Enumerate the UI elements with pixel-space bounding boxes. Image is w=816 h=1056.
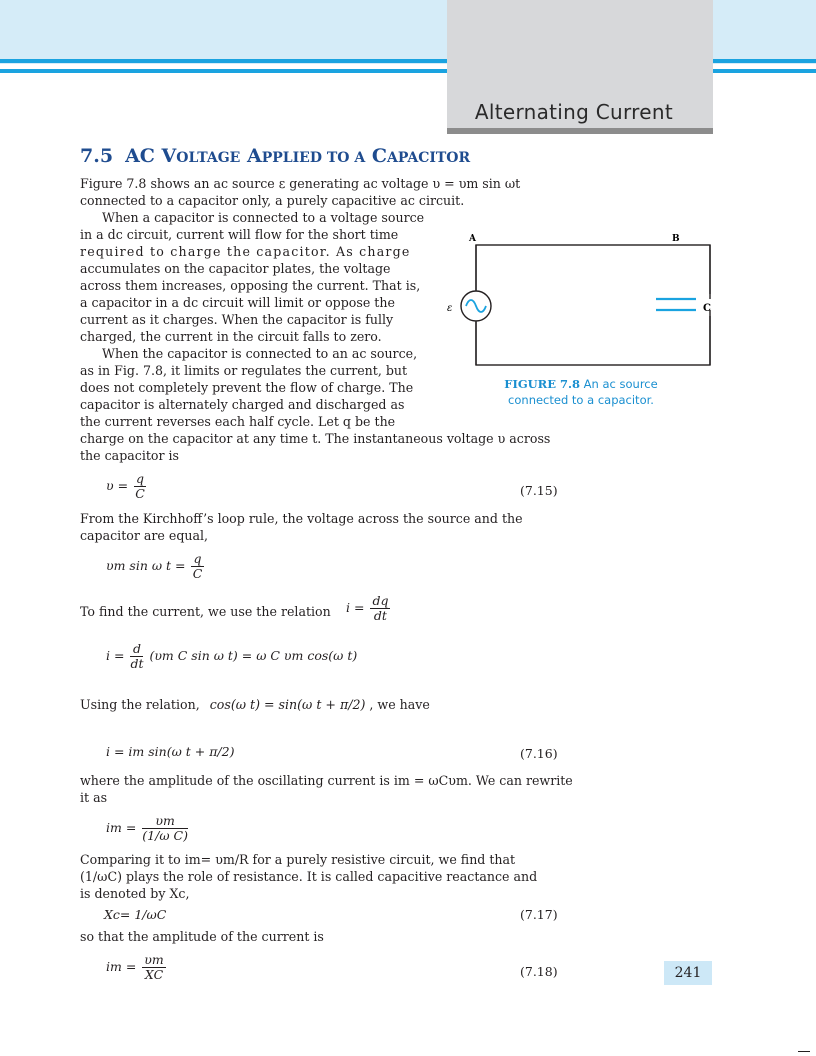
circuit-diagram	[440, 228, 730, 373]
header-rule-bottom	[0, 69, 447, 73]
paragraph-intro: Figure 7.8 shows an ac source ε generating ac voltage υ = υm sin ωt connected to a capacitor only, a purely capacitive ac circuit.	[80, 176, 521, 208]
equation-number-7-16: (7.16)	[520, 746, 558, 761]
paragraph-ac-source: When the capacitor is connected to an ac source, as in Fig. 7.8, it limits or regulates the current, but does not completely prevent the flow of charge. The capacitor is alternately charged and discharged as the current reverses each half cycle. Let q be the	[80, 346, 418, 429]
header-band-left	[0, 0, 447, 64]
page-number: 241	[664, 961, 712, 985]
chapter-title: Alternating Current	[474, 100, 673, 124]
paragraph-amplitude: where the amplitude of the oscillating current is im = ωCυm. We can rewrite it as	[80, 773, 573, 805]
paragraph-find-current: To find the current, we use the relation	[80, 604, 331, 619]
chapter-tab-underline	[447, 128, 713, 134]
header-band-right	[713, 0, 816, 64]
equation-7-16: i = im sin(ω t + π/2)	[106, 744, 235, 759]
paragraph-kirchhoff: From the Kirchhoff’s loop rule, the voltage across the source and the capacitor are equal,	[80, 511, 523, 543]
page-edge-mark	[798, 1051, 810, 1052]
equation-number-7-18: (7.18)	[520, 964, 558, 979]
paragraph-dc-circuit: When a capacitor is connected to a voltage source in a dc circuit, current will flow for the short time required to charge the capacitor. As charge accumulates on the capacitor plates, the voltage across them increases, opposing the current. That is, a capacitor in a dc circuit will limit or oppose the current as it charges. When the capacitor is fully charged, the current in the circuit falls to zero.	[80, 210, 425, 344]
paragraph-using-relation: Using the relation, cos(ω t) = sin(ω t + π/2) , we have	[80, 697, 430, 712]
figure-caption: FIGURE 7.8 An ac source connected to a capacitor.	[504, 377, 658, 407]
equation-current-relation: i = $\frac{dq}{dt}$	[346, 593, 389, 623]
header-rule-right-top	[713, 59, 816, 63]
equation-number-7-15: (7.15)	[520, 483, 558, 498]
equation-7-17: Xc= 1/ωC	[104, 907, 167, 922]
paragraph-reactance: Comparing it to im= υm/R for a purely resistive circuit, we find that (1/ωC) plays the role of resistance. It is called capacitive reactance and is denoted by Xc,	[80, 852, 538, 901]
label-c: C	[703, 303, 711, 314]
label-source: ε	[447, 303, 453, 314]
equation-7-15: υ = $\frac{q}{C}$	[106, 471, 145, 501]
label-b: B	[672, 234, 680, 244]
header-rule-right-bottom	[713, 69, 816, 73]
section-heading: 7.5 AC VOLTAGE APPLIED TO A CAPACITOR	[80, 145, 471, 167]
equation-7-18: im = $\frac{\upsilon m}{XC}$	[106, 952, 164, 982]
equation-source-voltage: υm sin ω t = $\frac{q}{C}$	[106, 551, 203, 581]
section-number: 7.5	[80, 145, 114, 167]
equation-current-derivative: i = $\frac{d}{dt}$ (υm C sin ω t) = ω C υm cos(ω t)	[106, 641, 358, 671]
trig-identity: cos(ω t) = sin(ω t + π/2)	[209, 697, 366, 712]
paragraph-current-amplitude: so that the amplitude of the current is	[80, 929, 324, 944]
paragraph-charge: charge on the capacitor at any time t. The instantaneous voltage υ across the capacitor is	[80, 431, 551, 463]
label-a: A	[469, 234, 476, 244]
figure-label: FIGURE 7.8	[504, 377, 581, 391]
header-rule-top	[0, 59, 447, 63]
equation-amplitude: im = $\frac{\upsilon m}{\text{(1/ω C)}}$	[106, 813, 188, 843]
equation-number-7-17: (7.17)	[520, 907, 558, 922]
